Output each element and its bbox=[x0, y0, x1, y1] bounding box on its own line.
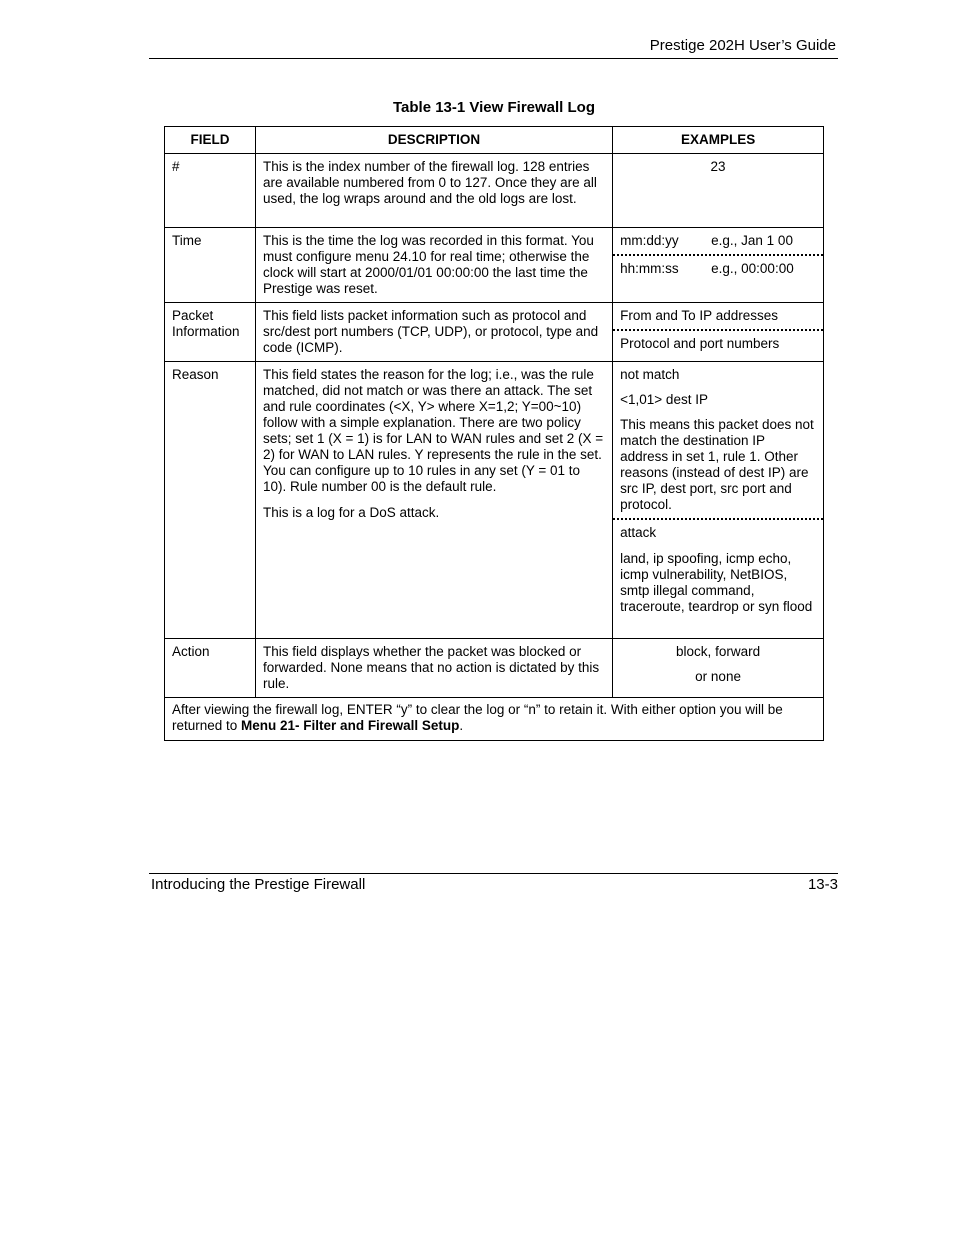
footer-chapter-title: Introducing the Prestige Firewall bbox=[151, 876, 366, 893]
reason-description-dos: This is a log for a DoS attack. bbox=[262, 505, 440, 520]
header-divider bbox=[149, 58, 838, 59]
description-cell: This field displays whether the packet was blocked or forwarded. None means that no action is dictated by this rule. bbox=[255, 639, 612, 698]
description-cell: This is the time the log was recorded in this format. You must configure menu 24.10 for real time; otherwise the clock will start at 2000/01/01 00:00:00 the last time the Prestige was reset. bbox=[255, 228, 612, 303]
note-text: After viewing the firewall log, ENTER “y” to clear the log or “n” to retain it. With either option you will be returned to bbox=[172, 702, 783, 733]
example-cell bbox=[613, 303, 824, 362]
packet-example-ports: Protocol and port numbers bbox=[613, 329, 823, 357]
table-row bbox=[165, 639, 824, 698]
time-example-date: mm:dd:yy e.g., Jan 1 00 bbox=[620, 233, 793, 248]
description-cell: This field lists packet information such as protocol and src/dest port numbers (TCP, UDP), or protocol, type and code (ICMP). bbox=[255, 303, 612, 362]
field-cell: # bbox=[165, 154, 256, 228]
menu-reference: Menu 21- Filter and Firewall Setup bbox=[241, 718, 460, 733]
note-end: . bbox=[459, 718, 464, 733]
column-header-description: DESCRIPTION bbox=[255, 127, 612, 154]
table-row bbox=[165, 362, 824, 639]
column-header-examples: EXAMPLES bbox=[613, 127, 824, 154]
table-row bbox=[165, 228, 824, 303]
packet-example-addresses: From and To IP addresses bbox=[620, 308, 778, 323]
note-cell bbox=[165, 698, 824, 741]
table-note-row bbox=[165, 698, 824, 741]
column-header-field: FIELD bbox=[165, 127, 256, 154]
table-header-row bbox=[165, 127, 824, 154]
example-cell bbox=[613, 228, 824, 303]
field-cell: Packet Information bbox=[165, 303, 256, 362]
running-header: Prestige 202H User’s Guide bbox=[649, 37, 836, 54]
description-cell: This is the index number of the firewall log. 128 entries are available numbered from 0 to 127. Once they are all used, the log wraps around and the old logs are lost. bbox=[255, 154, 612, 228]
table-row bbox=[165, 154, 824, 228]
table-row bbox=[165, 303, 824, 362]
footer-divider bbox=[149, 873, 838, 874]
example-cell bbox=[613, 362, 824, 639]
field-cell: Action bbox=[165, 639, 256, 698]
field-cell: Time bbox=[165, 228, 256, 303]
description-cell bbox=[255, 362, 612, 639]
action-example-none: or none bbox=[695, 669, 741, 684]
action-example-block: block, forward bbox=[676, 644, 761, 659]
firewall-log-table bbox=[164, 126, 824, 741]
table-title: Table 13-1 View Firewall Log bbox=[392, 99, 595, 116]
reason-example-attack: attack land, ip spoofing, icmp echo, icmp vulnerability, NetBIOS, smtp illegal command, traceroute, teardrop or syn flood bbox=[613, 518, 823, 620]
time-example-time: hh:mm:ss e.g., 00:00:00 bbox=[613, 254, 823, 292]
field-cell: Reason bbox=[165, 362, 256, 639]
reason-example-not-match: not match <1,01> dest IP This means this packet does not match the destination IP address in set 1, rule 1. Other reasons (instead of dest IP) are src IP, dest port, src port and protocol. bbox=[620, 367, 814, 512]
reason-description: This field states the reason for the log; i.e., was the rule matched, did not match or was there an attack. The set and rule coordinates (<X, Y> where X=1,2; Y=00~10) follow with a simple explanation. There are two policy sets; set 1 (X = 1) is for LAN to WAN rules and set 2 (X = 2) for WAN to LAN rules. Y represents the rule in the set. You can configure up to 10 rules in any set (Y = 01 to 10). Rule number 00 is the default rule. bbox=[262, 367, 604, 494]
footer-page-number: 13-3 bbox=[807, 876, 838, 893]
example-cell bbox=[613, 639, 824, 698]
example-cell: 23 bbox=[613, 154, 824, 228]
